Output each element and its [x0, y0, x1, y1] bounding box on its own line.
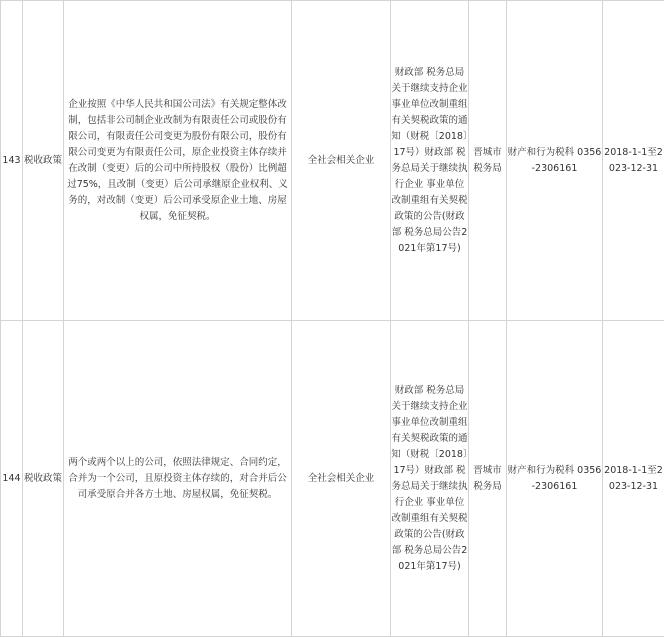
period-cell: 2018-1-1至2023-12-31: [603, 1, 664, 321]
policy-basis-cell: 财政部 税务总局关于继续支持企业 事业单位改制重组有关契税政策的通知（财税〔2018〕17号）财政部 税务总局关于继续执行企业 事业单位改制重组有关契税政策的公告(财政部 税务总局公告2021年第17号): [391, 1, 469, 321]
row-number-cell: 143: [1, 1, 23, 321]
department-cell: 晋城市税务局: [469, 1, 507, 321]
table-row: [1, 321, 664, 637]
content-cell: 企业按照《中华人民共和国公司法》有关规定整体改制，包括非公司制企业改制为有限责任公司或股份有限公司，有限责任公司变更为股份有限公司，股份有限公司变更为有限责任公司，原企业投资主体存续并在改制（变更）后的公司中所持股权（股份）比例超过75%，且改制（变更）后公司承继原企业权利、义务的，对改制（变更）后公司承受原企业土地、房屋权属，免征契税。: [64, 1, 292, 321]
policy-basis-cell: 财政部 税务总局关于继续支持企业 事业单位改制重组有关契税政策的通知（财税〔2018〕17号）财政部 税务总局关于继续执行企业 事业单位改制重组有关契税政策的公告(财政部 税务总局公告2021年第17号): [391, 321, 469, 637]
row-number-cell: 144: [1, 321, 23, 637]
category-cell: 税收政策: [23, 321, 64, 637]
contact-cell: 财产和行为税科 0356-2306161: [507, 1, 603, 321]
table-row: [1, 1, 664, 321]
content-cell: 两个或两个以上的公司，依照法律规定、合同约定，合并为一个公司，且原投资主体存续的，对合并后公司承受原合并各方土地、房屋权属，免征契税。: [64, 321, 292, 637]
target-cell: 全社会相关企业: [292, 321, 391, 637]
target-cell: 全社会相关企业: [292, 1, 391, 321]
contact-cell: 财产和行为税科 0356-2306161: [507, 321, 603, 637]
department-cell: 晋城市税务局: [469, 321, 507, 637]
category-cell: 税收政策: [23, 1, 64, 321]
period-cell: 2018-1-1至2023-12-31: [603, 321, 664, 637]
